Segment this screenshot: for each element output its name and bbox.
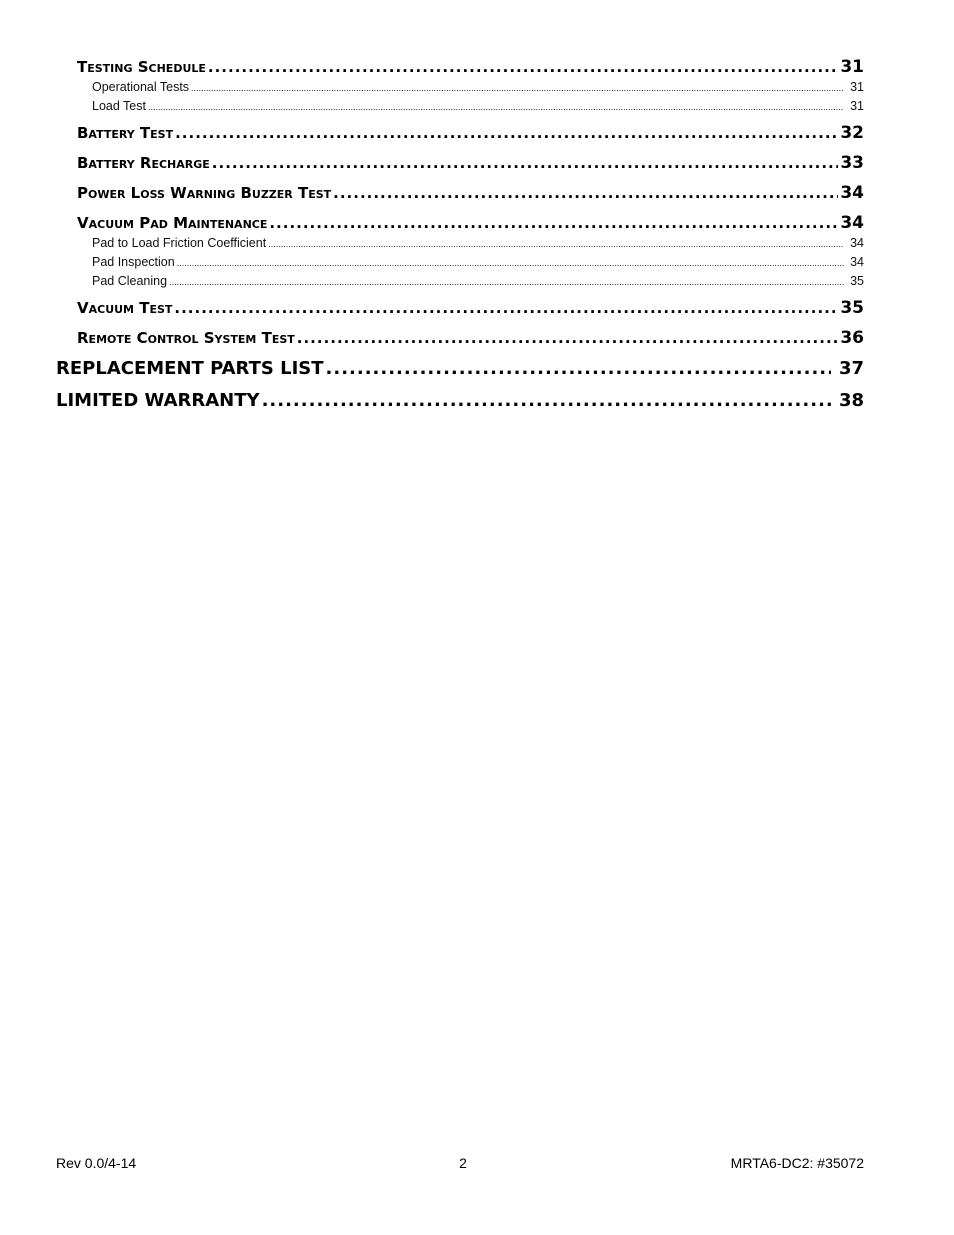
toc-entry-page: 34 xyxy=(840,183,864,203)
toc-entry-page: 31 xyxy=(840,57,864,77)
toc-entry-remote-control-system-test[interactable] xyxy=(56,323,864,353)
toc-entry-page: 36 xyxy=(840,328,864,348)
toc-entry-label: Load Test xyxy=(92,99,146,113)
toc-entry-battery-test[interactable] xyxy=(56,118,864,148)
toc-entry-page: 37 xyxy=(838,358,864,379)
toc-entry-page: 35 xyxy=(840,298,864,318)
toc-entry-page: 38 xyxy=(838,390,864,411)
dot-leader xyxy=(326,353,831,385)
dot-leader xyxy=(177,253,844,272)
toc-entry-label: Remote Control System Test xyxy=(77,329,295,347)
dot-leader xyxy=(212,148,839,178)
toc-entry-pad-inspection[interactable] xyxy=(56,253,864,272)
toc-entry-testing-schedule[interactable] xyxy=(56,56,864,78)
toc-entry-label: Operational Tests xyxy=(92,80,190,94)
toc-entry-replacement-parts-list[interactable] xyxy=(56,353,864,385)
toc-entry-page: 34 xyxy=(850,236,864,250)
dot-leader xyxy=(191,78,844,97)
toc-entry-vacuum-test[interactable] xyxy=(56,293,864,323)
dot-leader xyxy=(297,323,839,353)
dot-leader xyxy=(175,118,838,148)
toc-entry-power-loss-warning-buzzer-test[interactable] xyxy=(56,178,864,208)
toc-entry-label: LIMITED WARRANTY xyxy=(56,390,260,411)
toc-entry-label: Pad to Load Friction Coefficient xyxy=(92,236,267,250)
toc-entry-label: Power Loss Warning Buzzer Test xyxy=(77,184,332,202)
toc-entry-label: Battery Recharge xyxy=(77,154,210,172)
dot-leader xyxy=(262,385,831,417)
toc-entry-limited-warranty[interactable] xyxy=(56,385,864,417)
toc-entry-label: Vacuum Test xyxy=(77,299,173,317)
toc-entry-label: Vacuum Pad Maintenance xyxy=(77,214,268,232)
toc-entry-pad-cleaning[interactable] xyxy=(56,272,864,291)
table-of-contents xyxy=(56,56,864,417)
dot-leader xyxy=(169,272,844,291)
toc-entry-page: 35 xyxy=(850,274,864,288)
footer-page-number: 2 xyxy=(459,1155,467,1171)
toc-entry-label: REPLACEMENT PARTS LIST xyxy=(56,358,324,379)
toc-entry-page: 33 xyxy=(840,153,864,173)
dot-leader xyxy=(208,56,838,78)
dot-leader xyxy=(268,234,844,253)
toc-entry-pad-to-load-friction-coefficient[interactable] xyxy=(56,234,864,253)
toc-entry-page: 34 xyxy=(840,213,864,233)
dot-leader xyxy=(333,178,838,208)
toc-entry-label: Pad Cleaning xyxy=(92,274,168,288)
toc-entry-operational-tests[interactable] xyxy=(56,78,864,97)
dot-leader xyxy=(148,97,844,116)
toc-entry-label: Pad Inspection xyxy=(92,255,175,269)
toc-entry-page: 34 xyxy=(850,255,864,269)
toc-entry-vacuum-pad-maintenance[interactable] xyxy=(56,212,864,234)
toc-entry-page: 31 xyxy=(850,99,864,113)
toc-entry-label: Battery Test xyxy=(77,124,174,142)
toc-entry-load-test[interactable] xyxy=(56,97,864,116)
toc-entry-battery-recharge[interactable] xyxy=(56,148,864,178)
dot-leader xyxy=(174,293,838,323)
toc-entry-page: 31 xyxy=(850,80,864,94)
dot-leader xyxy=(269,212,838,234)
footer-doc-id: MRTA6-DC2: #35072 xyxy=(730,1155,864,1171)
toc-entry-page: 32 xyxy=(840,123,864,143)
page-footer xyxy=(56,1155,864,1175)
toc-entry-label: Testing Schedule xyxy=(77,58,206,76)
footer-revision: Rev 0.0/4-14 xyxy=(56,1155,137,1171)
